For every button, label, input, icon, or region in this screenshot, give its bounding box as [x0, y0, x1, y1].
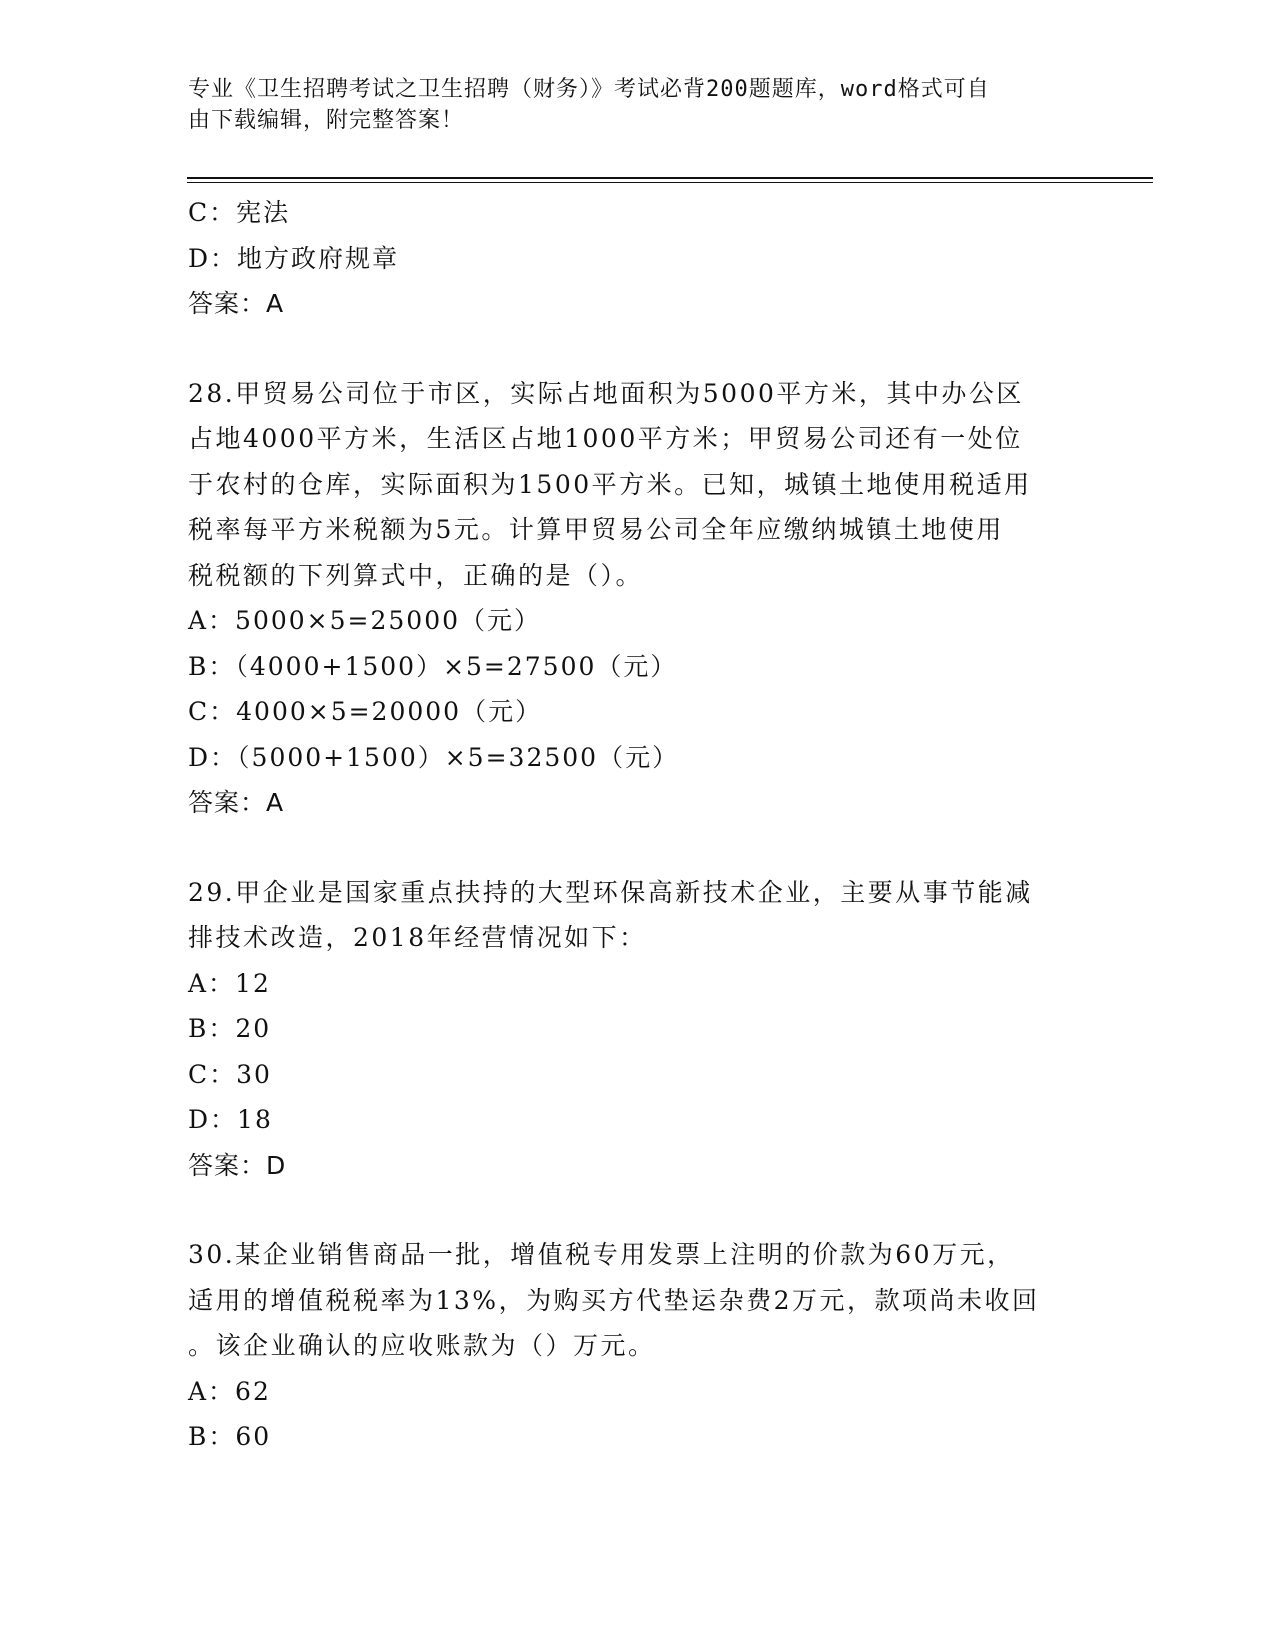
option-b: B：60 [188, 1422, 272, 1451]
stem-line: 税税额的下列算式中，正确的是（）。 [188, 560, 644, 590]
header-divider-thick [187, 177, 1153, 179]
option-a: A：5000×5=25000（元） [188, 606, 542, 635]
option-c: C：宪法 [188, 198, 291, 227]
stem-line: 于农村的仓库，实际面积为1500平方米。已知，城镇土地使用税适用 [188, 469, 1032, 499]
option-a: A：62 [188, 1376, 271, 1406]
question-stem [188, 371, 1088, 599]
header-line-1: 专业《卫生招聘考试之卫生招聘（财务）》考试必背200题题库，word格式可自 [188, 77, 990, 102]
option-c: C：4000×5=20000（元） [188, 697, 543, 726]
question-29 [188, 870, 1088, 1189]
stem-line: 29.甲企业是国家重点扶持的大型环保高新技术企业，主要从事节能减 [188, 877, 1033, 907]
carryover-question [188, 190, 1088, 327]
answer-line: 答案：A [188, 289, 285, 318]
question-28 [188, 371, 1088, 826]
option-c: C：30 [188, 1059, 272, 1089]
answer-line: 答案：A [188, 788, 285, 817]
option-d: D：地方政府规章 [188, 243, 400, 273]
stem-line: 税率每平方米税额为5元。计算甲贸易公司全年应缴纳城镇土地使用 [188, 515, 1004, 544]
header-divider-thin [187, 182, 1153, 183]
option-a: A：12 [188, 968, 271, 998]
stem-line: 排技术改造，2018年经营情况如下： [188, 923, 647, 952]
spacer [188, 327, 1088, 371]
answer-line: 答案：D [188, 1150, 287, 1180]
option-b: B：（4000+1500）×5=27500（元） [188, 651, 678, 681]
stem-line: 30.某企业销售商品一批，增值税专用发票上注明的价款为60万元， [188, 1240, 1015, 1269]
stem-line: 。该企业确认的应收账款为（）万元。 [188, 1331, 656, 1360]
spacer [188, 826, 1088, 870]
question-stem [188, 870, 1088, 961]
spacer [188, 1188, 1088, 1232]
document-header [188, 74, 1068, 136]
question-stem [188, 1232, 1088, 1369]
option-d: D：18 [188, 1105, 273, 1134]
option-d: D：（5000+1500）×5=32500（元） [188, 742, 680, 772]
question-content [188, 190, 1088, 1460]
stem-line: 适用的增值税税率为13%，为购买方代垫运杂费2万元，款项尚未收回 [188, 1285, 1040, 1315]
question-30 [188, 1232, 1088, 1460]
option-b: B：20 [188, 1014, 272, 1043]
stem-line: 占地4000平方米，生活区占地1000平方米；甲贸易公司还有一处位 [188, 424, 1023, 453]
stem-line: 28.甲贸易公司位于市区，实际占地面积为5000平方米，其中办公区 [188, 378, 1024, 408]
header-line-2: 由下载编辑，附完整答案！ [188, 108, 465, 133]
